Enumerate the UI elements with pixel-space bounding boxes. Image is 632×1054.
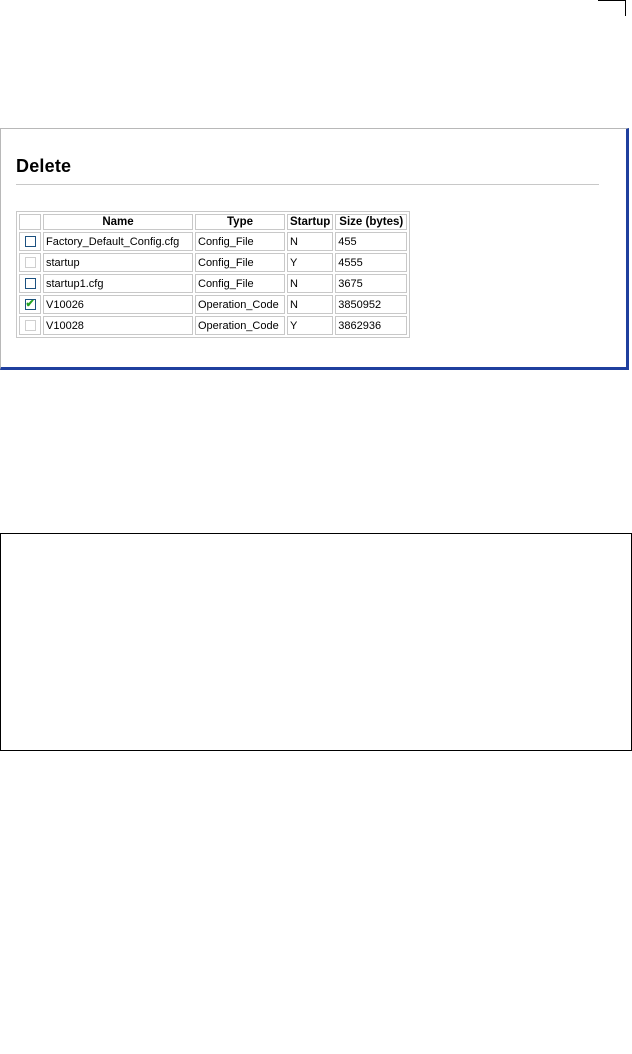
table-row xyxy=(19,232,407,251)
startup-cell: Y xyxy=(287,316,333,335)
file-name-cell: startup1.cfg xyxy=(43,274,193,293)
size-cell: 4555 xyxy=(335,253,407,272)
table-row xyxy=(19,274,407,293)
name-column-header: Name xyxy=(43,214,193,230)
empty-code-box xyxy=(0,533,632,751)
size-cell: 3862936 xyxy=(335,316,407,335)
check-icon: ✔ xyxy=(25,298,35,311)
size-cell: 3850952 xyxy=(335,295,407,314)
type-column-header: Type xyxy=(195,214,285,230)
row-select-cell xyxy=(19,316,41,335)
startup-cell: N xyxy=(287,232,333,251)
delete-window xyxy=(0,128,629,370)
file-type-cell: Config_File xyxy=(195,253,285,272)
file-name-cell: startup xyxy=(43,253,193,272)
row-select-cell xyxy=(19,253,41,272)
size-cell: 3675 xyxy=(335,274,407,293)
row-select-cell xyxy=(19,232,41,251)
file-name-cell: V10028 xyxy=(43,316,193,335)
delete-checkbox[interactable] xyxy=(25,236,36,247)
file-type-cell: Operation_Code xyxy=(195,316,285,335)
startup-column-header: Startup xyxy=(287,214,333,230)
page-title: Delete xyxy=(16,156,72,176)
delete-checkbox-disabled xyxy=(25,320,36,331)
delete-checkbox-disabled xyxy=(25,257,36,268)
row-select-cell xyxy=(19,295,41,314)
file-type-cell: Config_File xyxy=(195,232,285,251)
table-header-row xyxy=(19,214,407,230)
file-name-cell: Factory_Default_Config.cfg xyxy=(43,232,193,251)
table-row xyxy=(19,295,407,314)
delete-checkbox-checked[interactable] xyxy=(25,299,36,310)
select-column-header xyxy=(19,214,41,230)
row-select-cell xyxy=(19,274,41,293)
delete-checkbox[interactable] xyxy=(25,278,36,289)
file-table xyxy=(16,211,410,338)
size-column-header: Size (bytes) xyxy=(335,214,407,230)
title-divider xyxy=(16,184,599,185)
startup-cell: N xyxy=(287,274,333,293)
size-cell: 455 xyxy=(335,232,407,251)
file-name-cell: V10026 xyxy=(43,295,193,314)
page-corner-mark xyxy=(598,0,626,16)
file-type-cell: Operation_Code xyxy=(195,295,285,314)
table-row xyxy=(19,253,407,272)
startup-cell: Y xyxy=(287,253,333,272)
table-row xyxy=(19,316,407,335)
startup-cell: N xyxy=(287,295,333,314)
file-type-cell: Config_File xyxy=(195,274,285,293)
